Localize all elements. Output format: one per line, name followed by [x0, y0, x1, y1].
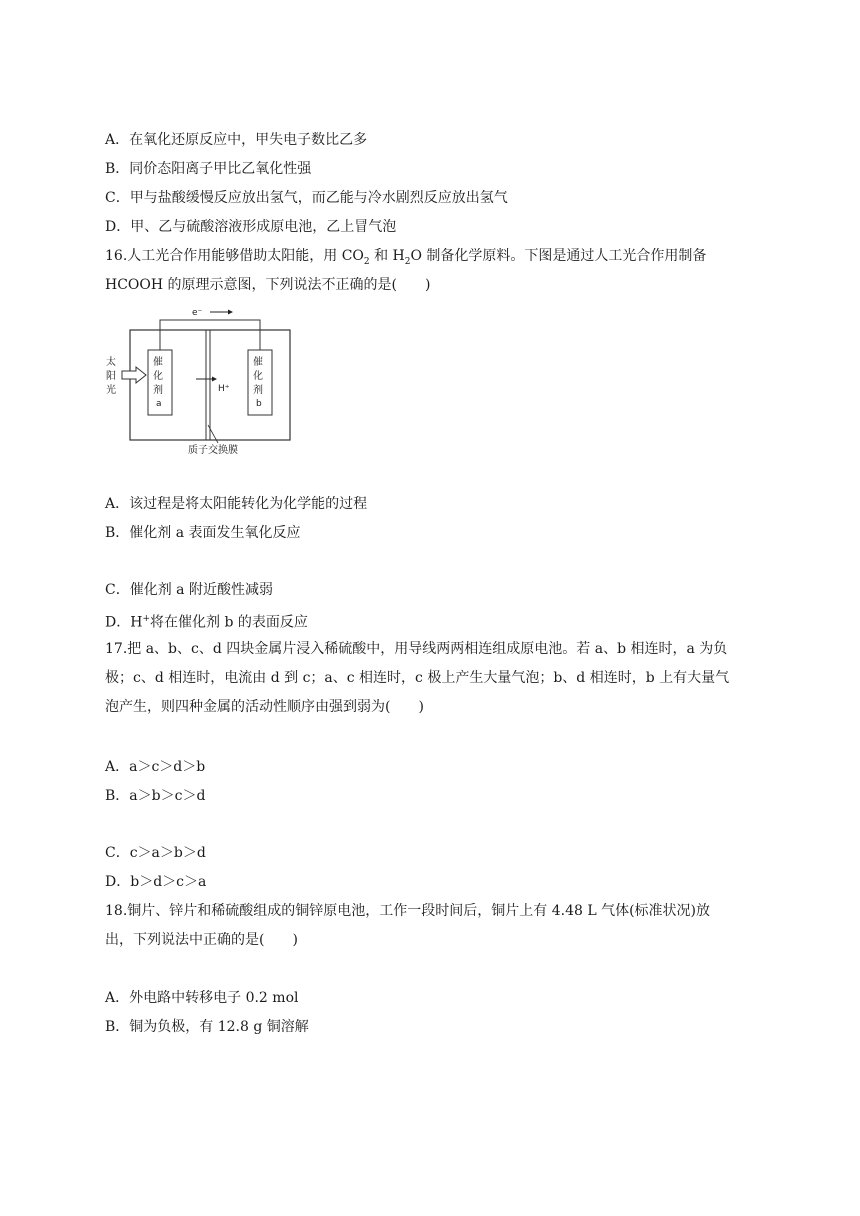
option-label: C． — [105, 845, 130, 861]
option-label: A． — [105, 759, 130, 775]
q15-option-d — [105, 217, 396, 237]
option-text: 同价态阳离子甲比乙氧化性强 — [129, 161, 312, 177]
q17-stem-line2: 极；c、d 相连时，电流由 d 到 c；a、c 相连时，c 极上产生大量气泡；b、d 相连时，b 上有大量气 — [105, 670, 730, 686]
option-text: a＞b＞c＞d — [129, 788, 206, 804]
subscript: 2 — [363, 256, 370, 267]
option-text: 甲、乙与硫酸溶液形成原电池，乙上冒气泡 — [130, 219, 397, 235]
subscript: 2 — [404, 256, 411, 267]
q17-stem-line3: 泡产生，则四种金属的活动性顺序由强到弱为( ) — [105, 699, 424, 715]
q17-option-a — [105, 757, 205, 777]
option-text: 将在催化剂 b 的表面反应 — [150, 614, 308, 631]
option-label: C． — [105, 582, 130, 598]
cat-b-char: 剂 — [253, 385, 263, 396]
q16-option-d — [105, 609, 308, 633]
q16-option-a — [105, 494, 367, 514]
option-text: 外电路中转移电子 0.2 mol — [129, 990, 299, 1006]
cat-b-char: b — [256, 399, 262, 409]
q15-option-c — [105, 188, 508, 208]
q16-option-b — [105, 523, 301, 543]
option-label: A． — [105, 132, 130, 148]
option-text: 铜为负极，有 12.8 g 铜溶解 — [129, 1019, 309, 1035]
option-text: 甲与盐酸缓慢反应放出氢气，而乙能与冷水剧烈反应放出氢气 — [129, 190, 508, 206]
option-text: 在氧化还原反应中，甲失电子数比乙多 — [129, 132, 368, 148]
option-text: b＞d＞c＞a — [130, 874, 207, 890]
q16-stem-part: 16.人工光合作用能够借助太阳能，用 CO — [105, 248, 364, 264]
option-label: D． — [105, 874, 131, 890]
sun-label-char: 阳 — [106, 371, 116, 382]
q17-stem-line1: 17.把 a、b、c、d 四块金属片浸入稀硫酸中，用导线两两相连组成原电池。若 a、b 相连时，a 为负 — [105, 641, 728, 657]
cat-b-char: 化 — [253, 371, 263, 382]
cat-a-char: a — [156, 399, 162, 409]
q18-option-b — [105, 1017, 309, 1037]
cat-a-char: 化 — [153, 371, 163, 382]
option-label: D． — [105, 219, 131, 235]
option-text: c＞a＞b＞d — [129, 845, 206, 861]
q16-stem-part: O 制备化学原料。下图是通过人工光合作用制备 — [410, 248, 707, 264]
sun-label-char: 光 — [106, 385, 116, 396]
q18-option-a — [105, 988, 298, 1008]
option-label: A． — [105, 990, 130, 1006]
q15-option-a — [105, 130, 367, 150]
option-label: B． — [105, 1019, 130, 1035]
q17-option-c — [105, 843, 206, 863]
option-text: 催化剂 a 附近酸性减弱 — [129, 582, 273, 598]
q17-option-d — [105, 872, 206, 892]
q17-option-b — [105, 786, 205, 806]
membrane-label: 质子交换膜 — [188, 445, 238, 455]
q18-stem-line2: 出，下列说法中正确的是( ) — [105, 932, 298, 948]
q18-stem-line1: 18.铜片、锌片和稀硫酸组成的铜锌原电池，工作一段时间后，铜片上有 4.48 L 气体(标准状况)放 — [105, 903, 711, 919]
cat-b-char: 催 — [253, 357, 263, 368]
option-label: A． — [105, 496, 130, 512]
option-label: D． — [105, 614, 131, 631]
sun-label-char: 太 — [106, 357, 116, 368]
q15-option-b — [105, 159, 311, 179]
q16-stem-part: 和 H — [369, 248, 405, 264]
cat-a-char: 催 — [153, 357, 163, 368]
electron-label: e⁻ — [192, 308, 203, 318]
proton-label: H⁺ — [218, 384, 230, 394]
option-text: a＞c＞d＞b — [129, 759, 206, 775]
option-text: H — [130, 614, 143, 631]
option-text: 催化剂 a 表面发生氧化反应 — [129, 525, 301, 541]
electrochemical-cell-diagram — [100, 305, 300, 455]
q16-stem-line2: HCOOH 的原理示意图，下列说法不正确的是( ) — [105, 277, 431, 293]
option-label: C． — [105, 190, 130, 206]
superscript: + — [142, 614, 150, 624]
q16-option-c — [105, 580, 273, 600]
electron-arrowhead — [228, 310, 233, 315]
option-label: B． — [105, 525, 130, 541]
option-label: B． — [105, 161, 130, 177]
cat-a-char: 剂 — [153, 385, 163, 396]
option-label: B． — [105, 788, 130, 804]
q16-stem-line1 — [105, 246, 706, 272]
option-text: 该过程是将太阳能转化为化学能的过程 — [129, 496, 368, 512]
sunlight-arrow-icon — [122, 367, 146, 383]
